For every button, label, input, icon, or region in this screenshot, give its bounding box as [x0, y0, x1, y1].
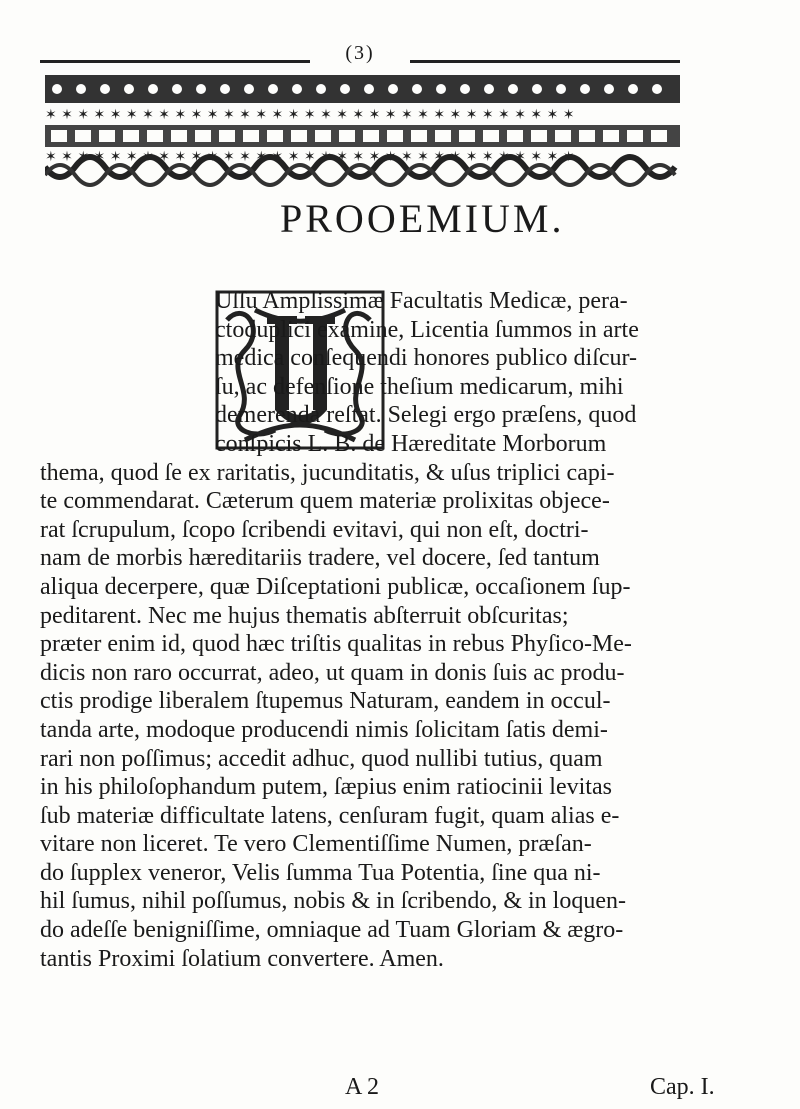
text-line: do ſupplex veneror, Velis ſumma Tua Potentia, ſine qua ni- [40, 859, 601, 886]
catchword: Cap. I. [650, 1074, 715, 1100]
text-line: conſpicis L. B. de Hæreditate Morborum [215, 430, 607, 457]
text-line: ſu, ac defenſione theſium medicarum, mihi [215, 373, 624, 400]
text-line: do adeſſe benigniſſime, omniaque ad Tuam Gloriam & ægro- [40, 917, 624, 944]
signature-mark: A 2 [345, 1074, 380, 1100]
text-line: hil ſumus, nihil poſſumus, nobis & in ſcribendo, & in loquen- [40, 888, 626, 915]
text-line: dicis non raro occurrat, adeo, ut quam in donis ſuis ac produ- [40, 659, 625, 686]
section-title: PROOEMIUM. [280, 196, 565, 241]
text-line: thema, quod ſe ex raritatis, jucunditatis, & uſus triplici capi- [40, 459, 615, 486]
text-line: tanda arte, modoque producendi nimis ſolicitam ſatis demi- [40, 716, 608, 743]
svg-text:✶ ✶ ✶ ✶ ✶ ✶ ✶ ✶ ✶ ✶ ✶ ✶ ✶ ✶ ✶: ✶ ✶ ✶ ✶ ✶ ✶ ✶ ✶ ✶ ✶ ✶ ✶ ✶ ✶ ✶ ✶ ✶ ✶ ✶ ✶ ✶ ✶ ✶ ✶ ✶ ✶ ✶ ✶ ✶ ✶ ✶ ✶ ✶ [45, 149, 575, 165]
running-head [40, 40, 680, 70]
text-line: præter enim id, quod hæc triſtis qualitas in rebus Phyſico-Me- [40, 631, 632, 658]
headpiece-ornament [45, 75, 680, 190]
text-line: vitare non liceret. Te vero Clementiſſime Numen, præſan- [40, 831, 592, 858]
svg-text:✶ ✶ ✶ ✶ ✶ ✶ ✶ ✶ ✶ ✶ ✶ ✶ ✶ ✶ ✶: ✶ ✶ ✶ ✶ ✶ ✶ ✶ ✶ ✶ ✶ ✶ ✶ ✶ ✶ ✶ ✶ ✶ ✶ ✶ ✶ ✶ ✶ ✶ ✶ ✶ ✶ ✶ ✶ ✶ ✶ ✶ ✶ ✶ [45, 107, 575, 123]
text-line: ctoduplici examine, Licentia ſummos in arte [215, 316, 639, 343]
text-line: tantis Proximi ſolatium convertere. Amen. [40, 945, 444, 972]
preface-text [40, 287, 785, 973]
text-line: rat ſcrupulum, ſcopo ſcribendi evitavi, qui non eſt, doctri- [40, 516, 589, 543]
text-line: peditarent. Nec me hujus thematis abſterruit obſcuritas; [40, 602, 569, 629]
text-line: demerenda reſtat. Selegi ergo præſens, quod [215, 402, 637, 429]
text-line: rari non poſſimus; accedit adhuc, quod nullibi tutius, quam [40, 745, 603, 772]
text-line: te commendarat. Cæterum quem materiæ prolixitas objece- [40, 488, 610, 515]
text-line: medica conſequendi honores publico diſcur- [215, 345, 638, 372]
text-line: in his philoſophandum putem, ſæpius enim ratiocinii levitas [40, 774, 612, 801]
text-line: Uſſu Amplissimæ Facultatis Medicæ, pera- [215, 288, 628, 314]
text-line: aliqua decerpere, quæ Diſceptationi publicæ, occaſionem ſup- [40, 573, 631, 600]
page-number: (3) [310, 42, 410, 65]
text-line: nam de morbis hæreditariis tradere, vel docere, ſed tantum [40, 545, 600, 572]
text-line: ſub materiæ difficultate latens, cenſuram fugit, quam alias e- [40, 802, 620, 829]
text-line: ctis prodige liberalem ſtupemus Naturam, eandem in occul- [40, 688, 611, 715]
